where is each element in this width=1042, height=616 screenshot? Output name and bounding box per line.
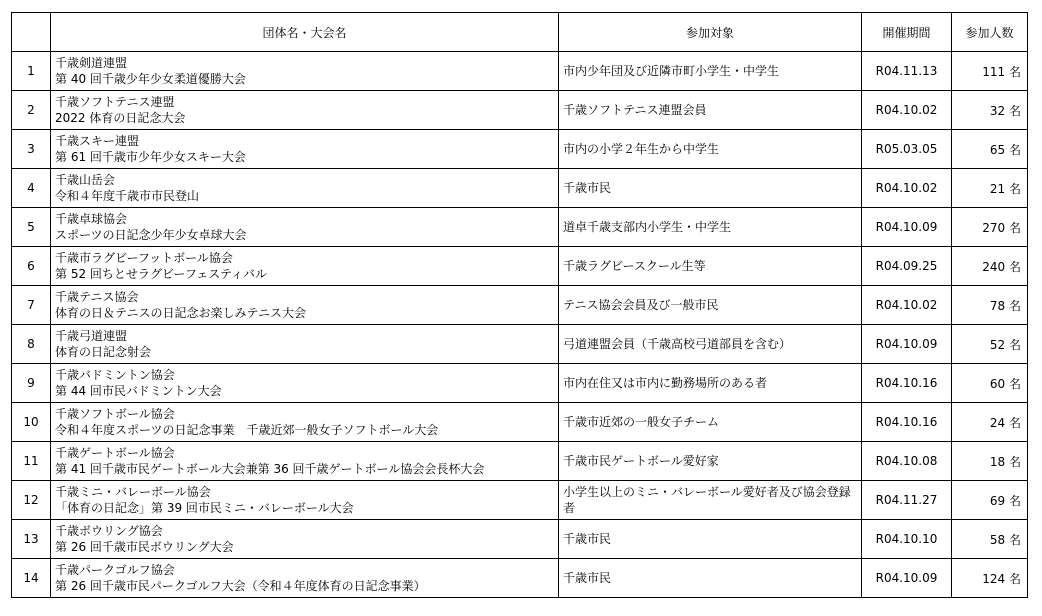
event-date: R04.10.02 xyxy=(862,286,952,325)
row-number: 3 xyxy=(12,130,51,169)
participants-target: 市内の小学２年生から中学生 xyxy=(559,130,862,169)
header-name: 団体名・大会名 xyxy=(51,13,559,52)
participants-target: 弓道連盟会員（千歳高校弓道部員を含む） xyxy=(559,325,862,364)
event-date: R04.10.16 xyxy=(862,403,952,442)
organization-name: 千歳ミニ・バレーボール協会 xyxy=(55,485,211,499)
participant-count: 60 名 xyxy=(952,364,1028,403)
header-period: 開催期間 xyxy=(862,13,952,52)
participants-target: 小学生以上のミニ・バレーボール愛好者及び協会登録者 xyxy=(559,481,862,520)
event-date: R04.10.09 xyxy=(862,559,952,598)
table-row xyxy=(12,247,1028,286)
participant-count: 32 名 xyxy=(952,91,1028,130)
table-row xyxy=(12,286,1028,325)
participant-count: 69 名 xyxy=(952,481,1028,520)
event-name: 第 52 回ちとせラグビーフェスティバル xyxy=(55,267,268,281)
organization-name: 千歳バドミントン協会 xyxy=(55,368,175,382)
row-number: 6 xyxy=(12,247,51,286)
participant-count: 240 名 xyxy=(952,247,1028,286)
org-event-cell xyxy=(51,52,559,91)
participants-target: 千歳ソフトテニス連盟会員 xyxy=(559,91,862,130)
participant-count: 65 名 xyxy=(952,130,1028,169)
event-name: 第 26 回千歳市民パークゴルフ大会（令和４年度体育の日記念事業） xyxy=(55,579,426,593)
participant-count: 58 名 xyxy=(952,520,1028,559)
table-row xyxy=(12,325,1028,364)
organization-name: 千歳弓道連盟 xyxy=(55,329,128,343)
org-event-cell xyxy=(51,169,559,208)
row-number: 2 xyxy=(12,91,51,130)
table-row xyxy=(12,208,1028,247)
event-date: R04.09.25 xyxy=(862,247,952,286)
participant-count: 24 名 xyxy=(952,403,1028,442)
events-table xyxy=(11,12,1028,598)
event-name: 2022 体育の日記念大会 xyxy=(55,111,186,125)
participant-count: 78 名 xyxy=(952,286,1028,325)
org-event-cell xyxy=(51,481,559,520)
participants-target: 千歳市近郊の一般女子チーム xyxy=(559,403,862,442)
row-number: 5 xyxy=(12,208,51,247)
event-name: スポーツの日記念少年少女卓球大会 xyxy=(55,228,247,242)
organization-name: 千歳山岳会 xyxy=(55,173,116,187)
event-date: R04.10.16 xyxy=(862,364,952,403)
row-number: 7 xyxy=(12,286,51,325)
event-date: R04.10.02 xyxy=(862,91,952,130)
row-number: 14 xyxy=(12,559,51,598)
event-name: 令和４年度スポーツの日記念事業 千歳近郊一般女子ソフトボール大会 xyxy=(55,423,439,437)
event-date: R05.03.05 xyxy=(862,130,952,169)
event-name: 第 40 回千歳少年少女柔道優勝大会 xyxy=(55,72,246,86)
participants-target: 千歳ラグビースクール生等 xyxy=(559,247,862,286)
event-name: 第 26 回千歳市民ボウリング大会 xyxy=(55,540,234,554)
row-number: 4 xyxy=(12,169,51,208)
event-date: R04.10.10 xyxy=(862,520,952,559)
header-no xyxy=(12,13,51,52)
organization-name: 千歳スキー連盟 xyxy=(55,134,140,148)
organization-name: 千歳ゲートボール協会 xyxy=(55,446,175,460)
org-event-cell xyxy=(51,208,559,247)
event-name: 令和４年度千歳市市民登山 xyxy=(55,189,200,203)
organization-name: 千歳ソフトテニス連盟 xyxy=(55,95,175,109)
table-row xyxy=(12,442,1028,481)
org-event-cell xyxy=(51,286,559,325)
participants-target: 千歳市民 xyxy=(559,520,862,559)
participant-count: 124 名 xyxy=(952,559,1028,598)
organization-name: 千歳剣道連盟 xyxy=(55,56,128,70)
org-event-cell xyxy=(51,130,559,169)
org-event-cell xyxy=(51,520,559,559)
participant-count: 18 名 xyxy=(952,442,1028,481)
participant-count: 21 名 xyxy=(952,169,1028,208)
org-event-cell xyxy=(51,403,559,442)
organization-name: 千歳ボウリング協会 xyxy=(55,524,163,538)
table-row xyxy=(12,559,1028,598)
organization-name: 千歳ソフトボール協会 xyxy=(55,407,175,421)
row-number: 1 xyxy=(12,52,51,91)
org-event-cell xyxy=(51,325,559,364)
table-row xyxy=(12,364,1028,403)
participants-target: 市内少年団及び近隣市町小学生・中学生 xyxy=(559,52,862,91)
table-row xyxy=(12,130,1028,169)
participants-target: 市内在住又は市内に勤務場所のある者 xyxy=(559,364,862,403)
organization-name: 千歳市ラグビーフットボール協会 xyxy=(55,251,233,265)
row-number: 8 xyxy=(12,325,51,364)
event-name: 第 44 回市民バドミントン大会 xyxy=(55,384,222,398)
row-number: 11 xyxy=(12,442,51,481)
table-row xyxy=(12,520,1028,559)
table-row xyxy=(12,169,1028,208)
org-event-cell xyxy=(51,91,559,130)
organization-name: 千歳テニス協会 xyxy=(55,290,139,304)
event-date: R04.10.09 xyxy=(862,325,952,364)
org-event-cell xyxy=(51,559,559,598)
row-number: 10 xyxy=(12,403,51,442)
event-name: 第 61 回千歳市少年少女スキー大会 xyxy=(55,150,246,164)
org-event-cell xyxy=(51,442,559,481)
event-date: R04.10.09 xyxy=(862,208,952,247)
org-event-cell xyxy=(51,247,559,286)
participant-count: 270 名 xyxy=(952,208,1028,247)
header-target: 参加対象 xyxy=(559,13,862,52)
event-date: R04.11.13 xyxy=(862,52,952,91)
org-event-cell xyxy=(51,364,559,403)
participants-target: 千歳市民 xyxy=(559,169,862,208)
event-name: 体育の日＆テニスの日記念お楽しみテニス大会 xyxy=(55,306,307,320)
event-name: 第 41 回千歳市民ゲートボール大会兼第 36 回千歳ゲートボール協会会長杯大会 xyxy=(55,462,485,476)
header-count: 参加人数 xyxy=(952,13,1028,52)
row-number: 13 xyxy=(12,520,51,559)
event-date: R04.10.02 xyxy=(862,169,952,208)
table-row xyxy=(12,403,1028,442)
participants-target: 道卓千歳支部内小学生・中学生 xyxy=(559,208,862,247)
event-date: R04.10.08 xyxy=(862,442,952,481)
table-header-row xyxy=(12,13,1028,52)
table-row xyxy=(12,481,1028,520)
table-row xyxy=(12,91,1028,130)
participants-target: 千歳市民 xyxy=(559,559,862,598)
participant-count: 52 名 xyxy=(952,325,1028,364)
participants-target: テニス協会会員及び一般市民 xyxy=(559,286,862,325)
event-name: 「体育の日記念」第 39 回市民ミニ・バレーボール大会 xyxy=(55,501,354,515)
row-number: 12 xyxy=(12,481,51,520)
event-date: R04.11.27 xyxy=(862,481,952,520)
row-number: 9 xyxy=(12,364,51,403)
participant-count: 111 名 xyxy=(952,52,1028,91)
organization-name: 千歳パークゴルフ協会 xyxy=(55,563,175,577)
organization-name: 千歳卓球協会 xyxy=(55,212,128,226)
participants-target: 千歳市民ゲートボール愛好家 xyxy=(559,442,862,481)
event-name: 体育の日記念射会 xyxy=(55,345,152,359)
table-row xyxy=(12,52,1028,91)
